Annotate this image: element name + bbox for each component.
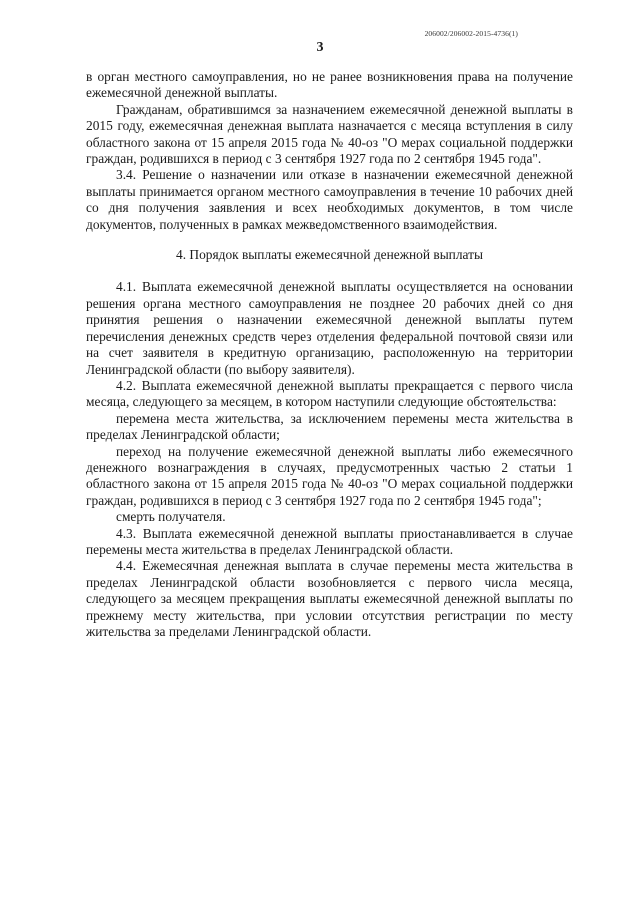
section-heading-4: 4. Порядок выплаты ежемесячной денежной выплаты bbox=[176, 247, 483, 263]
paragraph-2015-applicants: Гражданам, обратившимся за назначением ежемесячной денежной выплаты в 2015 году, ежемесячная денежная выплата назначается с месяца вступления в силу областного закона от 15 апреля 2015 года № 40-оз "О мерах социальной поддержки граждан, родившихся в период с 3 сентября 1927 года по 2 сентября 1945 года". bbox=[86, 101, 573, 167]
paragraph-4-1: 4.1. Выплата ежемесячной денежной выплаты осуществляется на основании решения органа местного самоуправления не позднее 20 рабочих дней со дня принятия решения о назначении ежемесячной денежной выплаты путем перечисления денежных средств через отделения федеральной почтовой связи или на счет заявителя в кредитную организацию, расположенную на территории Ленинградской области (по выбору заявителя). bbox=[86, 279, 573, 377]
paragraph-4-3: 4.3. Выплата ежемесячной денежной выплаты приостанавливается в случае перемены места жительства в пределах Ленинградской области. bbox=[86, 525, 573, 557]
paragraph-4-4: 4.4. Ежемесячная денежная выплата в случае перемены места жительства в пределах Ленинградской области возобновляется с первого числа месяца, следующего за месяцем прекращения выплаты ежемесячной денежной выплаты по прежнему месту жительства, при условии отсутствия регистрации по месту жительства за пределами Ленинградской области. bbox=[86, 558, 573, 639]
paragraph-4-2-item-death: смерть получателя. bbox=[116, 509, 226, 525]
paragraph-4-2: 4.2. Выплата ежемесячной денежной выплаты прекращается с первого числа месяца, следующего за месяцем, в котором наступили следующие обстоятельства: bbox=[86, 377, 573, 410]
document-id: 206002/206002-2015-4736(1) bbox=[424, 29, 518, 38]
page-number: 3 bbox=[316, 40, 324, 55]
paragraph-3-4: 3.4. Решение о назначении или отказе в назначении ежемесячной денежной выплаты принимается органом местного самоуправления в течение 10 рабочих дней со дня получения заявления и всех необходимых документов, в том числе документов, полученных в рамках межведомственного взаимодействия. bbox=[86, 167, 573, 232]
paragraph-4-2-item-transition: переход на получение ежемесячной денежной выплаты либо ежемесячного денежного вознаграждения в случаях, предусмотренных частью 2 статьи 1 областного закона от 15 апреля 2015 года № 40-оз "О мерах социальной поддержки граждан, родившихся в период с 3 сентября 1927 года по 2 сентября 1945 года"; bbox=[86, 443, 573, 508]
paragraph-continuation: в орган местного самоуправления, но не ранее возникновения права на получение ежемесячной денежной выплаты. bbox=[86, 69, 573, 101]
paragraph-4-2-item-residence: перемена места жительства, за исключением перемены места жительства в пределах Ленинградской области; bbox=[86, 410, 573, 443]
document-body bbox=[86, 69, 573, 640]
